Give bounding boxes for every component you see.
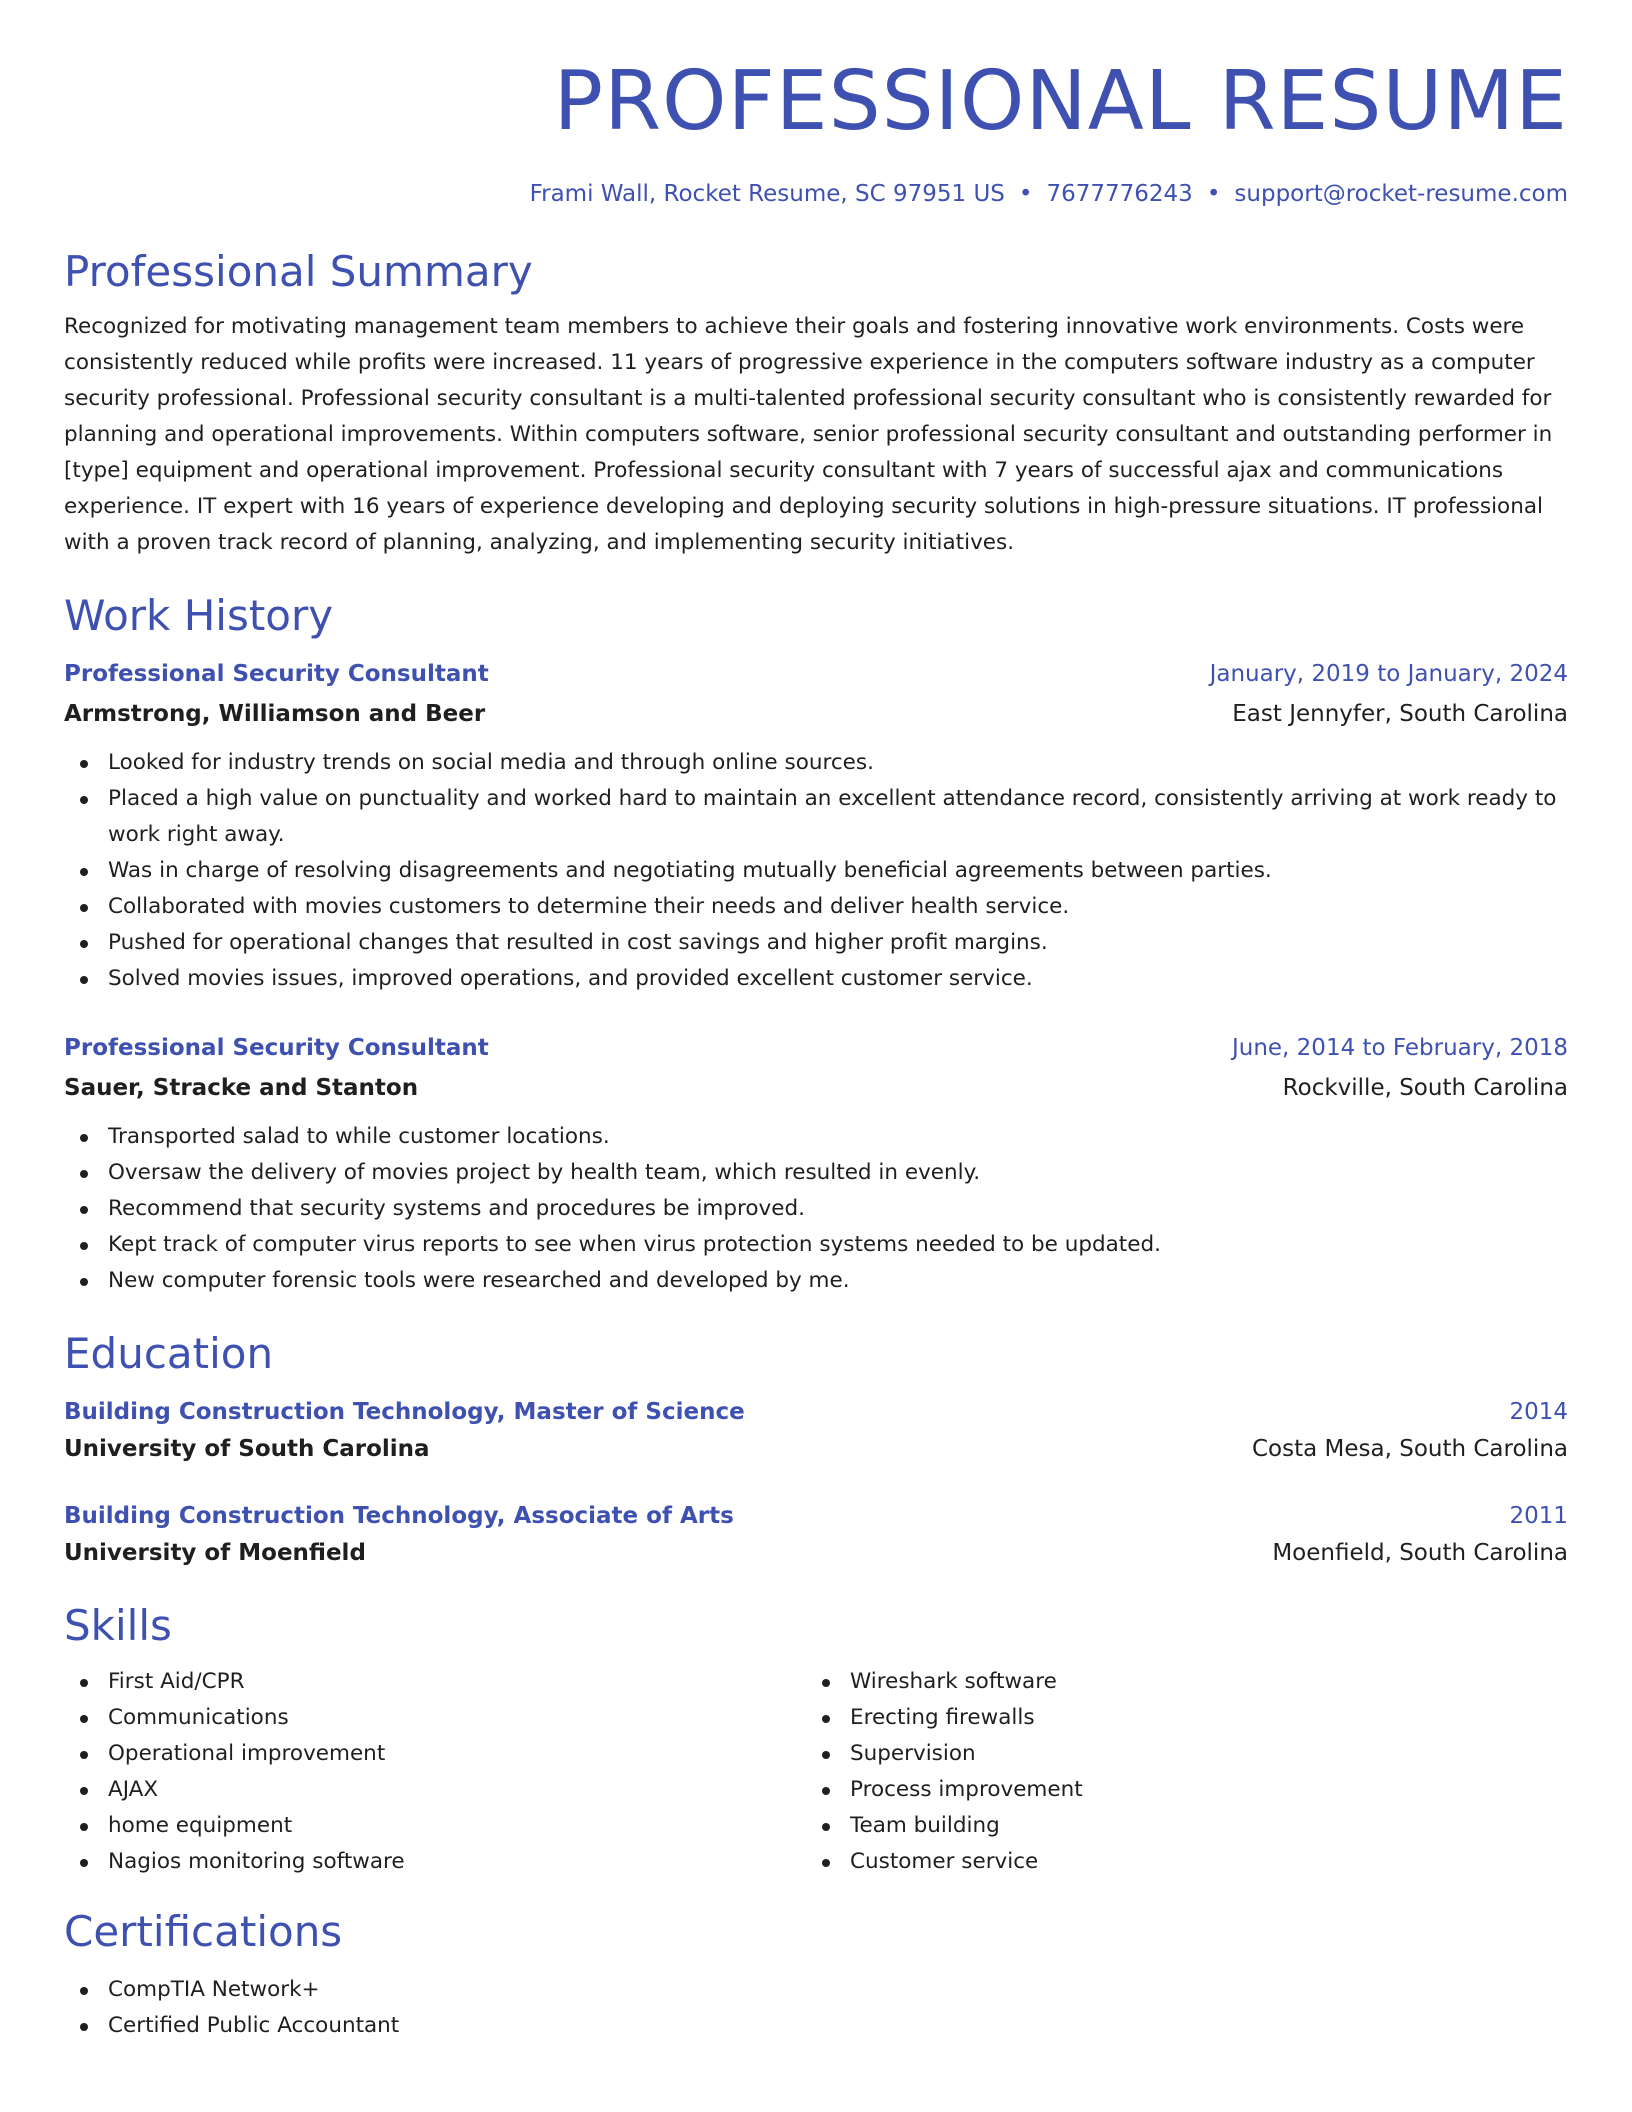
- certification-item: CompTIA Network+: [64, 1972, 1568, 2008]
- skills-heading: Skills: [64, 1601, 172, 1650]
- education-heading: Education: [64, 1329, 274, 1378]
- skill-item: Process improvement: [806, 1772, 1548, 1808]
- degree-title: Building Construction Technology, Associate of Arts: [64, 1503, 734, 1529]
- list-item: Collaborated with movies customers to determine their needs and deliver health service.: [64, 889, 1568, 925]
- skill-item: AJAX: [64, 1772, 806, 1808]
- job-title: Professional Security Consultant: [64, 661, 489, 687]
- work-entry: [64, 1031, 1568, 1299]
- contact-address: Frami Wall, Rocket Resume, SC 97951 US: [529, 181, 1005, 207]
- certification-item: Certified Public Accountant: [64, 2008, 1568, 2044]
- skill-item: Wireshark software: [806, 1664, 1548, 1700]
- skill-item: Team building: [806, 1808, 1548, 1844]
- job-title: Professional Security Consultant: [64, 1035, 489, 1061]
- job-bullets: [64, 1119, 1568, 1299]
- skill-item: Communications: [64, 1700, 806, 1736]
- list-item: Looked for industry trends on social media and through online sources.: [64, 745, 1568, 781]
- school-row: [64, 1536, 1568, 1570]
- skill-item: Supervision: [806, 1736, 1548, 1772]
- work-history-heading: Work History: [64, 591, 334, 640]
- list-item: Transported salad to while customer locations.: [64, 1119, 1568, 1155]
- list-item: New computer forensic tools were researched and developed by me.: [64, 1263, 1568, 1299]
- contact-separator: •: [1018, 181, 1033, 207]
- degree-title: Building Construction Technology, Master of Science: [64, 1399, 745, 1425]
- degree-row: [64, 1499, 1568, 1533]
- list-item: Was in charge of resolving disagreements and negotiating mutually beneficial agreements between parties.: [64, 853, 1568, 889]
- skill-item: Operational improvement: [64, 1736, 806, 1772]
- degree-year: 2014: [1509, 1399, 1568, 1425]
- job-title-row: [64, 657, 1568, 691]
- skills-grid: [64, 1664, 1568, 1880]
- contact-line: [64, 177, 1568, 211]
- certifications-list: [64, 1972, 1568, 2044]
- school-name: University of South Carolina: [64, 1436, 430, 1462]
- job-bullets: [64, 745, 1568, 997]
- job-dates: January, 2019 to January, 2024: [1209, 661, 1568, 687]
- school-location: Costa Mesa, South Carolina: [1251, 1436, 1568, 1462]
- list-item: Oversaw the delivery of movies project by health team, which resulted in evenly.: [64, 1155, 1568, 1191]
- job-company-row: [64, 1071, 1568, 1105]
- job-dates: June, 2014 to February, 2018: [1231, 1035, 1568, 1061]
- job-location: East Jennyfer, South Carolina: [1232, 701, 1568, 727]
- summary-text: Recognized for motivating management team members to achieve their goals and fostering innovative work environments. Costs were consistently reduced while profits were increased. 11 years of progressive experience in the computers software industry as a computer security professional. Professional security consultant is a multi-talented professional security consultant who is consistently rewarded for planning and operational improvements. Within computers software, senior professional security consultant and outstanding performer in [type] equipment and operational improvement. Professional security consultant with 7 years of successful ajax and communications experience. IT expert with 16 years of experience developing and deploying security solutions in high-pressure situations. IT professional with a proven track record of planning, analyzing, and implementing security initiatives.: [64, 314, 1553, 555]
- skill-item: Customer service: [806, 1844, 1548, 1880]
- work-entry: [64, 657, 1568, 997]
- skill-item: Erecting firewalls: [806, 1700, 1548, 1736]
- page-title: PROFESSIONAL RESUME: [553, 54, 1568, 149]
- job-title-row: [64, 1031, 1568, 1065]
- degree-year: 2011: [1509, 1503, 1568, 1529]
- skill-item: Nagios monitoring software: [64, 1844, 806, 1880]
- job-company: Armstrong, Williamson and Beer: [64, 701, 486, 727]
- contact-email: support@rocket-resume.com: [1234, 181, 1568, 207]
- education-entry: [64, 1395, 1568, 1466]
- job-company-row: [64, 697, 1568, 731]
- list-item: Kept track of computer virus reports to see when virus protection systems needed to be updated.: [64, 1227, 1568, 1263]
- school-row: [64, 1432, 1568, 1466]
- contact-separator: •: [1206, 181, 1221, 207]
- contact-phone: 7677776243: [1046, 181, 1193, 207]
- degree-row: [64, 1395, 1568, 1429]
- skill-item: home equipment: [64, 1808, 806, 1844]
- school-location: Moenfield, South Carolina: [1272, 1540, 1568, 1566]
- list-item: Pushed for operational changes that resulted in cost savings and higher profit margins.: [64, 925, 1568, 961]
- certifications-heading: Certifications: [64, 1907, 343, 1956]
- list-item: Solved movies issues, improved operations, and provided excellent customer service.: [64, 961, 1568, 997]
- skills-list-left: [64, 1664, 806, 1880]
- skill-item: First Aid/CPR: [64, 1664, 806, 1700]
- skills-list-right: [806, 1664, 1548, 1880]
- school-name: University of Moenfield: [64, 1540, 366, 1566]
- job-company: Sauer, Stracke and Stanton: [64, 1075, 419, 1101]
- education-entry: [64, 1499, 1568, 1570]
- job-location: Rockville, South Carolina: [1282, 1075, 1568, 1101]
- summary-heading: Professional Summary: [64, 247, 533, 296]
- list-item: Recommend that security systems and procedures be improved.: [64, 1191, 1568, 1227]
- list-item: Placed a high value on punctuality and worked hard to maintain an excellent attendance record, consistently arriving at work ready to work right away.: [64, 781, 1568, 853]
